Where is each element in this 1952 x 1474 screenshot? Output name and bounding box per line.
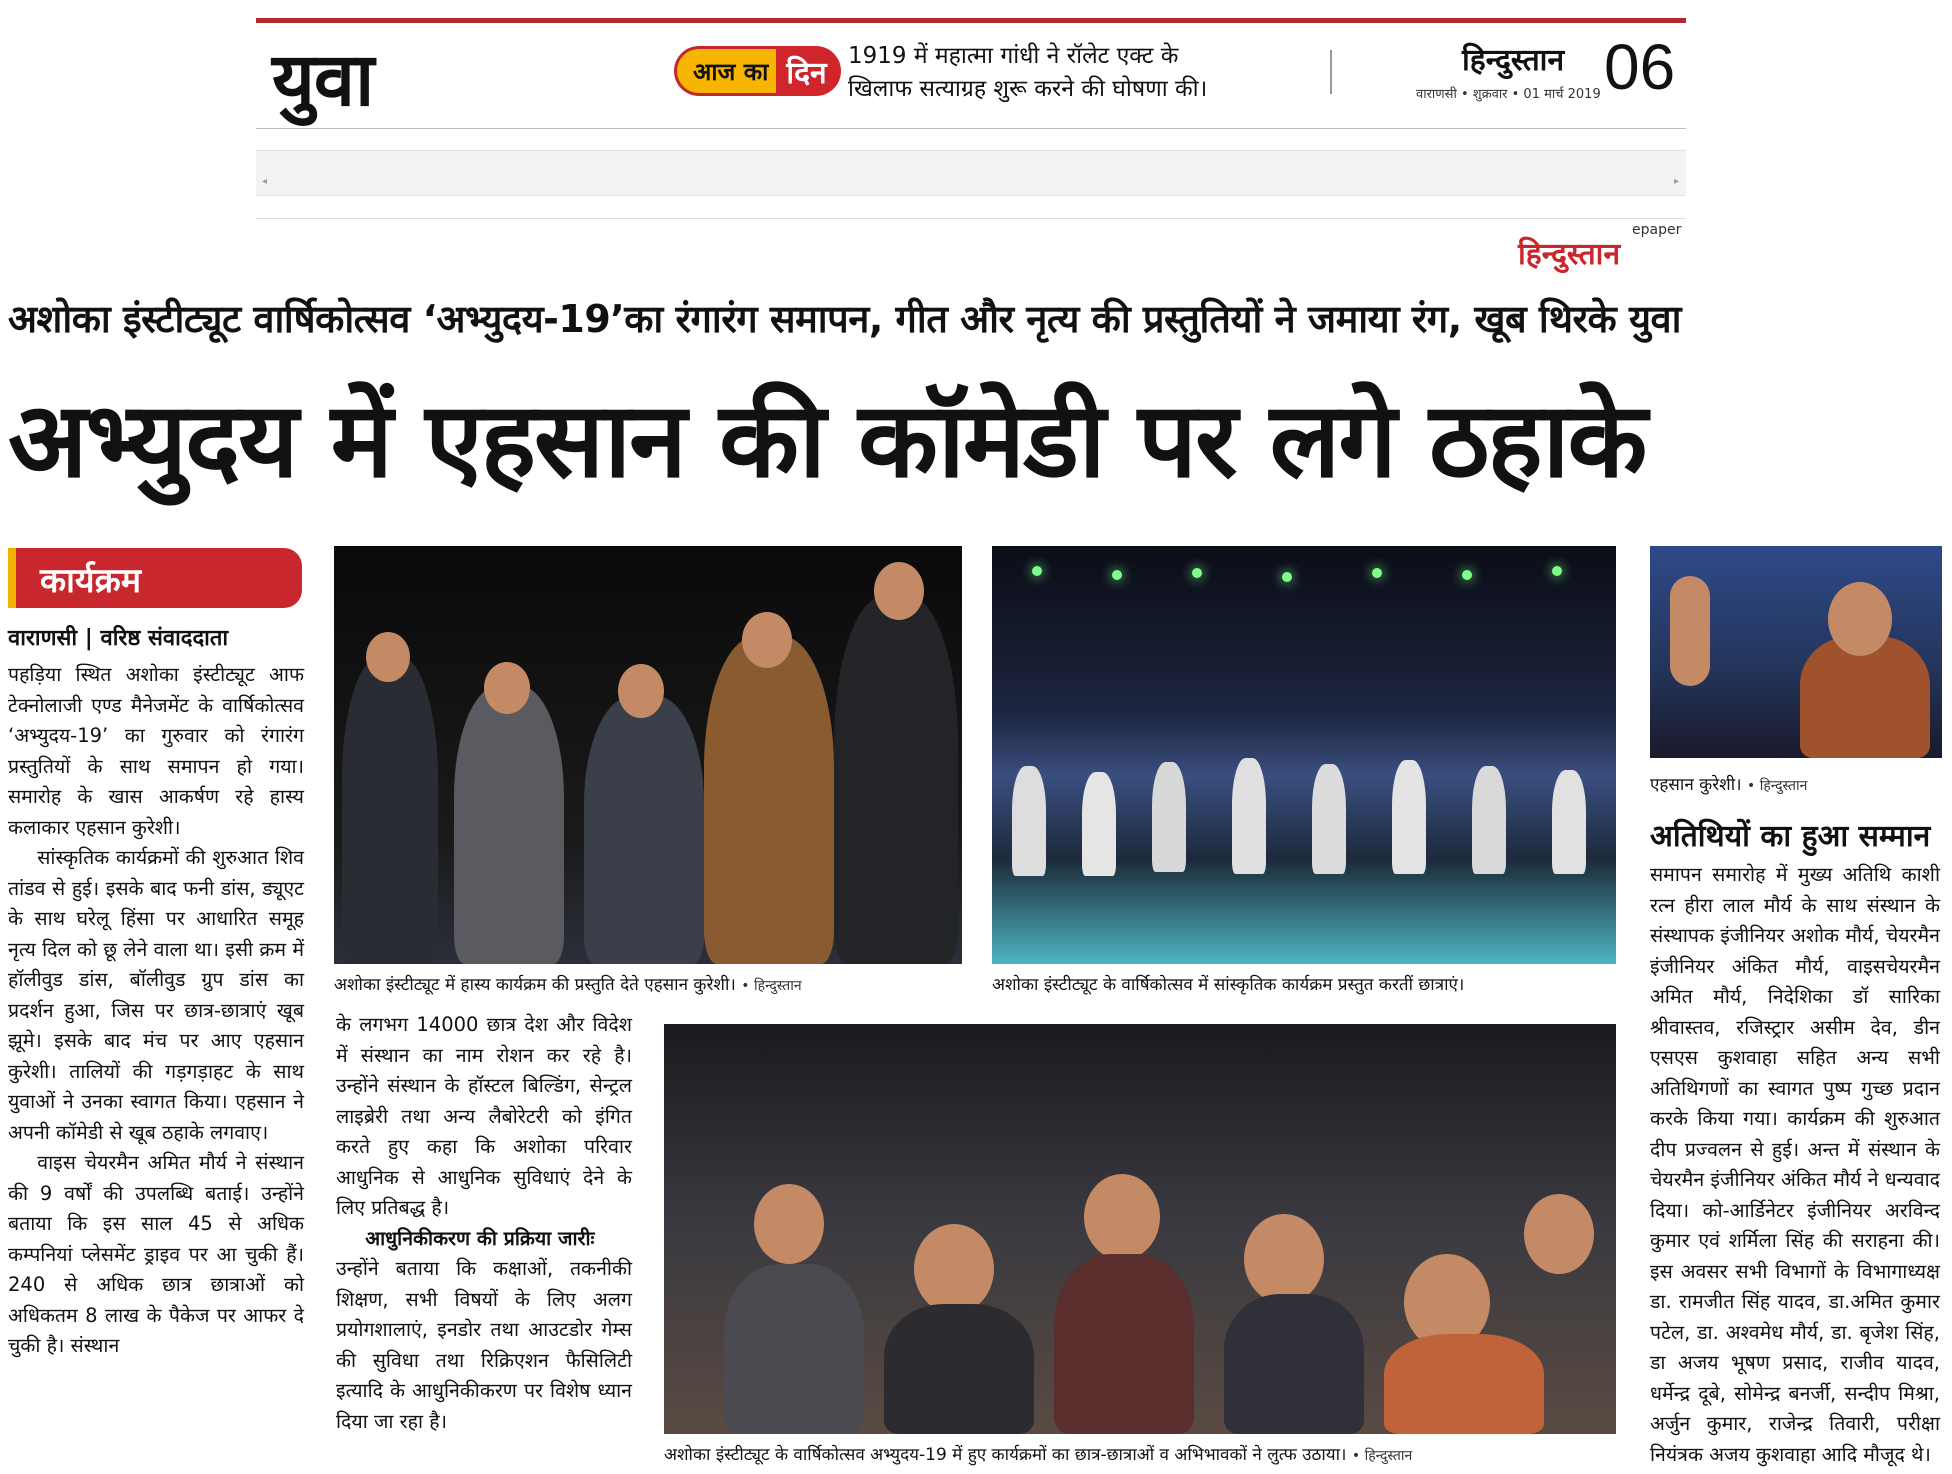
header-top-rule: [256, 18, 1686, 23]
caption-text: अशोका इंस्टीट्यूट के वार्षिकोत्सव में सांस्कृतिक कार्यक्रम प्रस्तुत करतीं छात्राएं।: [992, 975, 1465, 995]
page-number: 06: [1604, 31, 1676, 103]
article-column-2: [336, 1010, 632, 1437]
aaj-ka-din-badge: [674, 44, 841, 98]
photo-caption: [664, 1442, 1412, 1465]
caption-text: अशोका इंस्टीट्यूट में हास्य कार्यक्रम की प्रस्तुति देते एहसान कुरेशी।: [334, 975, 736, 995]
category-label: कार्यक्रम: [40, 561, 142, 601]
guests-heading: अतिथियों का हुआ सम्मान: [1650, 819, 1931, 854]
photo-audience: [664, 1024, 1616, 1434]
header-divider: [1330, 50, 1332, 94]
header-bottom-rule: [256, 128, 1686, 129]
viewer-rule: [256, 218, 1686, 219]
scroll-right-arrow-icon[interactable]: ▸: [1674, 176, 1680, 187]
scroll-left-arrow-icon[interactable]: ◂: [262, 176, 268, 187]
masthead: हिन्दुस्तान: [1462, 43, 1565, 78]
photo-comedian-on-stage: [334, 546, 962, 964]
photo-caption: [1650, 772, 1807, 795]
sub-heading: आधुनिकीकरण की प्रक्रिया जारीः: [365, 1226, 595, 1250]
article-subheadline: अशोका इंस्टीट्यूट वार्षिकोत्सव ‘अभ्युदय-19’का रंगारंग समापन, गीत और नृत्य की प्रस्तुतियों ने जमाया रंग, खूब थिरके युवा: [8, 297, 1681, 341]
paragraph: समापन समारोह में मुख्य अतिथि काशी रत्न हीरा लाल मौर्य के साथ संस्थान के संस्थापक इंजीनियर अशोक मौर्य, चेयरमैन इंजीनियर अंकित मौर्य, वाइसचेयरमैन अमित मौर्य, निदेशिका डॉ सारिका श्रीवास्तव, रजिस्ट्रार असीम देव, डीन एसएस कुशवाहा सहित अन्य सभी अतिथिगणों का स्वागत पुष्प गुच्छ प्रदान करके किया गया। कार्यक्रम की शुरुआत दीप प्रज्वलन से हुई। अन्त में संस्थान के चेयरमैन इंजीनियर अंकित मौर्य ने धन्यवाद दिया। को-आर्डिनेटर इंजीनियर अरविन्द कुमार एवं शर्मिला सिंह की सराहना की। इस अवसर सभी विभागों के विभागाध्यक्ष डा. रामजीत सिंह यादव, डा.अमित कुमार पटेल, डा. अश्वमेध मौर्य, डा. बृजेश सिंह, डा अजय भूषण प्रसाद, राजीव यादव, धर्मेन्द्र दूबे, सोमेन्द्र बनर्जी, सन्दीप मिश्रा, अर्जुन कुमार, राजेन्द्र तिवारी, परीक्षा नियंत्रक अजय कुशवाहा आदि मौजूद थे।: [1650, 863, 1940, 1466]
paragraph: के लगभग 14000 छात्र देश और विदेश में संस्थान का नाम रोशन कर रहे है। उन्होंने संस्थान के हॉस्टल बिल्डिंग, सेन्ट्रल लाइब्रेरी तथा अन्य लैबोरेटरी को इंगित करते हुए कहा कि अशोका परिवार आधुनिक से आधुनिक सुविधाएं देने के लिए प्रतिबद्ध है।: [336, 1013, 632, 1219]
horizontal-scrollbar[interactable]: [256, 150, 1686, 196]
photo-credit: • हिन्दुस्तान: [741, 978, 802, 994]
caption-text: अशोका इंस्टीट्यूट के वार्षिकोत्सव अभ्युदय-19 में हुए कार्यक्रमों का छात्र-छात्राओं व अभिभावकों ने लुत्फ उठाया।: [664, 1445, 1347, 1465]
section-title: युवा: [272, 37, 374, 123]
epaper-label: epaper: [1632, 222, 1682, 238]
paragraph: वाइस चेयरमैन अमित मौर्य ने संस्थान की 9 वर्षों की उपलब्धि बताई। उन्होंने बताया कि इस साल 45 से अधिक कम्पनियां प्लेसमेंट ड्राइव पर आ चुकी हैं। 240 से अधिक छात्र छात्राओं को अधिकतम 8 लाख के पैकेज पर आफर दे चुकी है। संस्थान: [8, 1151, 304, 1357]
photo-caption: [334, 972, 802, 995]
byline: वाराणसी | वरिष्ठ संवाददाता: [8, 626, 229, 651]
paragraph: सांस्कृतिक कार्यक्रमों की शुरुआत शिव तांडव से हुई। इसके बाद फनी डांस, ड्यूएट के साथ घरेलू हिंसा पर आधारित समूह नृत्य दिल को छू लेने वाला था। इसी क्रम में हॉलीवुड डांस, बॉलीवुड ग्रुप डांस का प्रदर्शन हुआ, जिस पर छात्र-छात्राएं खूब झूमे। इसके बाद मंच पर आए एहसान कुरेशी। तालियों की गड़गड़ाहट के साथ युवाओं ने उनका स्वागत किया। एहसान ने अपनी कॉमेडी से खूब ठहाके लगवाए।: [8, 846, 304, 1144]
din-label: दिन: [776, 46, 840, 96]
epaper-logo: हिन्दुस्तान: [1518, 237, 1621, 272]
article-headline: अभ्युदय में एहसान की कॉमेडी पर लगे ठहाके: [8, 379, 1646, 501]
aaj-ka-label: आज का: [674, 46, 776, 96]
photo-credit: • हिन्दुस्तान: [1746, 778, 1808, 794]
article-column-4: [1650, 860, 1940, 1470]
photo-ehsan-qureshi-portrait: [1650, 546, 1942, 758]
dateline: वाराणसी • शुक्रवार • 01 मार्च 2019: [1416, 87, 1601, 102]
photo-credit: • हिन्दुस्तान: [1351, 1448, 1413, 1464]
photo-caption: [992, 972, 1464, 995]
caption-text: एहसान कुरेशी।: [1650, 775, 1742, 795]
article-column-1: [8, 660, 304, 1362]
aaj-ka-din-text: 1919 में महात्मा गांधी ने रॉलेट एक्ट के खिलाफ सत्याग्रह शुरू करने की घोषणा की।: [848, 43, 1208, 102]
paragraph: उन्होंने बताया कि कक्षाओं, तकनीकी शिक्षण, सभी विषयों के लिए अलग प्रयोगशालाएं, इनडोर तथा आउटडोर गेम्स की सुविधा तथा रिक्रिएशन फैसिलिटी इत्यादि के आधुनिकीकरण पर विशेष ध्यान दिया जा रहा है।: [336, 1257, 632, 1433]
paragraph: पहड़िया स्थित अशोका इंस्टीट्यूट आफ टेक्नोलाजी एण्ड मैनेजमेंट के वार्षिकोत्सव ‘अभ्युदय-19’ का गुरुवार को रंगारंग प्रस्तुतियों के साथ समापन हो गया। समारोह के खास आकर्षण रहे हास्य कलाकार एहसान कुरेशी।: [8, 663, 304, 839]
photo-dance-performance: [992, 546, 1616, 964]
